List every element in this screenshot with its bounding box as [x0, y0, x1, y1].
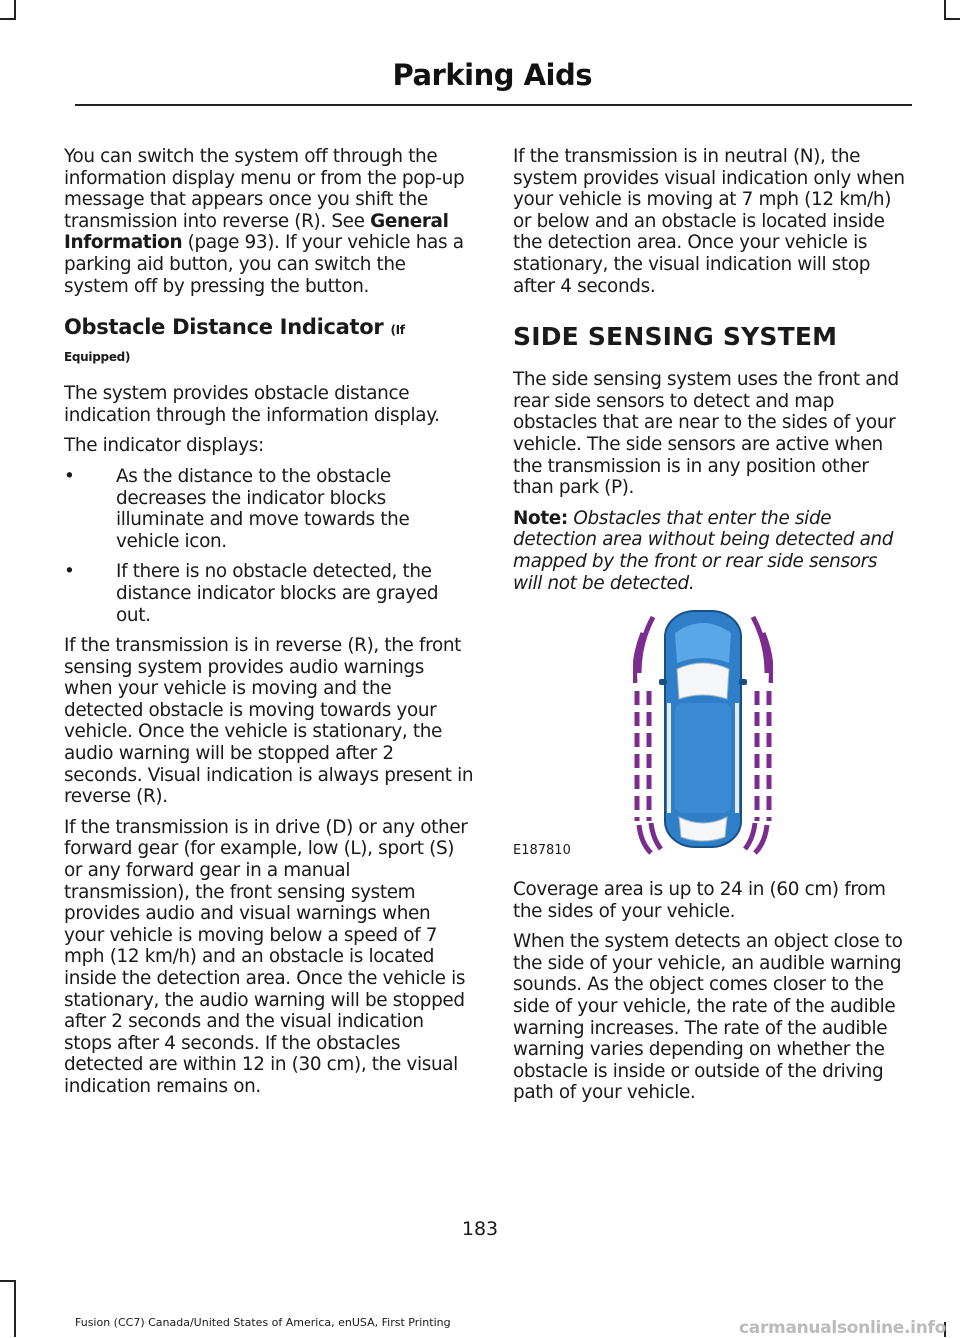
indicator-list: [64, 466, 474, 626]
page-title: Parking Aids: [392, 58, 592, 92]
crop-mark: [944, 18, 960, 20]
side-sensing-figure: [513, 603, 908, 865]
side-sensing-paragraph: The side sensing system uses the front and rear side sensors to detect and map obstacles that are near to the sides of your vehicle. The side sensors are active when the transmission is in any position other than park (P).: [513, 369, 899, 499]
reverse-paragraph: If the transmission is in reverse (R), the front sensing system provides audio warnings when your vehicle is moving and the detected obstacle is moving towards your vehicle. Once the vehicle is stationary, the audio warning will be stopped after 2 seconds. Visual indication is always present in reverse (R).: [64, 635, 474, 808]
note-label: Note:: [513, 507, 568, 529]
indicator-displays-paragraph: The indicator displays:: [64, 435, 264, 457]
section-heading-obstacle-distance: Obstacle Distance Indicator (If Equipped): [64, 315, 405, 365]
bullet: •: [64, 465, 75, 487]
neutral-paragraph: If the transmission is in neutral (N), the system provides visual indication only when your vehicle is moving at 7 mph (12 km/h) or below and an obstacle is located inside the detection area. Once your vehicle is stationary, the visual indication will stop after 4 seconds.: [513, 146, 905, 297]
obstacle-indication-paragraph: The system provides obstacle distance indication through the information display.: [64, 383, 440, 426]
note-paragraph: Note: Obstacles that enter the side detection area without being detected and mapped by the front or rear side sensors will not be detected.: [513, 507, 894, 594]
right-column: [513, 146, 908, 1113]
coverage-paragraph: Coverage area is up to 24 in (60 cm) from the sides of your vehicle.: [513, 879, 886, 922]
general-information-link[interactable]: General Information: [64, 210, 449, 254]
footer-text: Fusion (CC7) Canada/United States of America, enUSA, First Printing: [75, 1316, 451, 1329]
crop-mark: [0, 18, 16, 20]
figure-id: E187810: [513, 842, 571, 858]
list-item: • If there is no obstacle detected, the distance indicator blocks are grayed out.: [64, 561, 439, 626]
header-divider: [75, 104, 912, 106]
section-heading-side-sensing: SIDE SENSING SYSTEM: [513, 322, 838, 352]
left-sensor-zone-icon: [635, 617, 661, 853]
crop-mark: [0, 1280, 16, 1282]
car-icon: [659, 611, 747, 847]
car-side-sensor-illustration: [633, 603, 773, 855]
intro-paragraph: You can switch the system off through the information display menu or from the pop-up message that appears once you shift the transmission into reverse (R). See General Information (page 93). If your vehicle has a parking aid button, you can switch the system off by pressing the button.: [64, 146, 465, 297]
list-item: • As the distance to the obstacle decreases the indicator blocks illuminate and move towards the vehicle icon.: [64, 465, 410, 552]
audible-warning-paragraph: When the system detects an object close to the side of your vehicle, an audible warning sounds. As the object comes closer to the side of your vehicle, the rate of the audible warning increases. The rate of the audible warning varies depending on whether the obstacle is inside or outside of the driving path of your vehicle.: [513, 931, 903, 1104]
crop-mark: [14, 0, 16, 20]
left-column: [64, 146, 474, 1107]
crop-mark: [944, 0, 946, 20]
right-sensor-zone-icon: [745, 617, 771, 853]
page-number: 183: [461, 1218, 499, 1240]
bullet: •: [64, 561, 75, 583]
drive-paragraph: If the transmission is in drive (D) or any other forward gear (for example, low (L), sport (S) or any forward gear in a manual transmission), the front sensing system provides audio and visual warnings when your vehicle is moving below a speed of 7 mph (12 km/h) and an obstacle is located inside the detection area. Once the vehicle is stationary, the audio warning will be stopped after 2 seconds and the visual indication stops after 4 seconds. If the obstacles detected are within 12 in (30 cm), the visual indication remains on.: [64, 816, 468, 1097]
crop-mark: [14, 1280, 16, 1337]
if-equipped-note: (If Equipped): [64, 323, 405, 365]
watermark: carmanualsonline.info: [739, 1318, 946, 1338]
